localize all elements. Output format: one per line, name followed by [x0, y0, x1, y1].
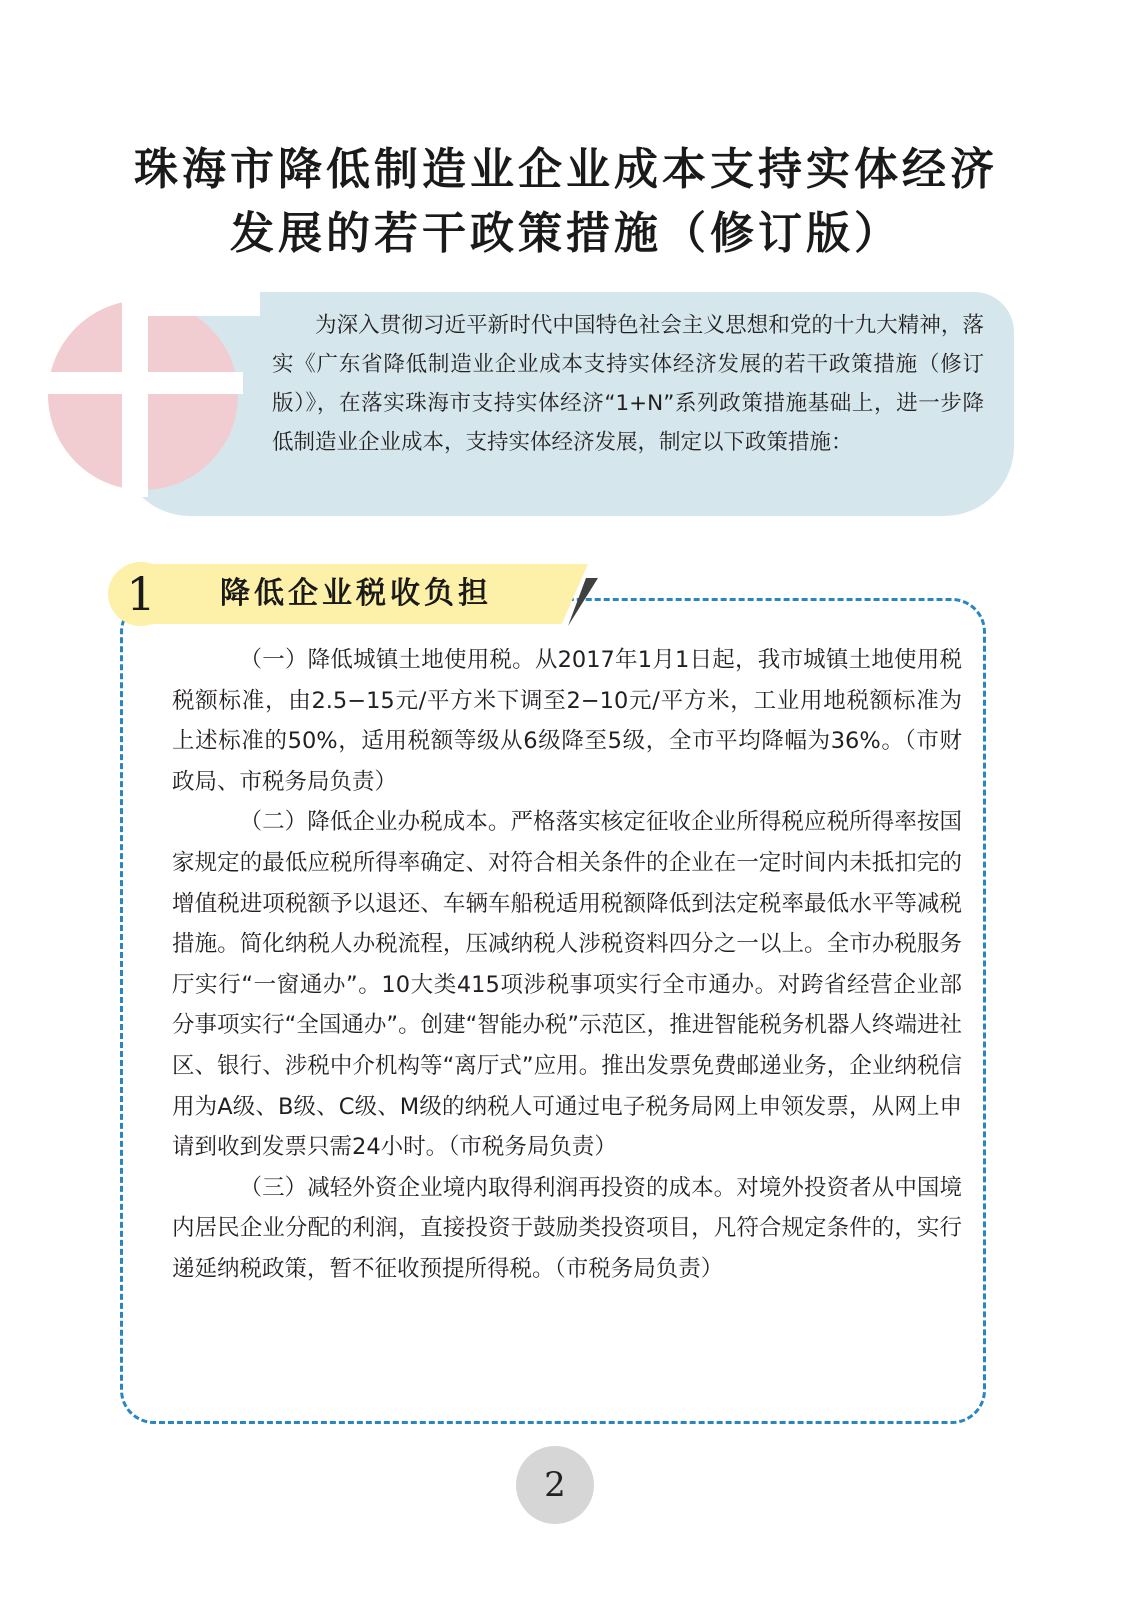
paragraph-2: （二）降低企业办税成本。严格落实核定征收企业所得税应税所得率按国家规定的最低应税所得率确定、对符合相关条件的企业在一定时间内未抵扣完的增值税进项税额予以退还、车辆车船税适用税额降低到法定税率最低水平等减税措施。简化纳税人办税流程，压减纳税人涉税资料四分之一以上。全市办税服务厅实行“一窗通办”。10大类415项涉税事项实行全市通办。对跨省经营企业部分事项实行“全国通办”。创建“智能办税”示范区，推进智能税务机器人终端进社区、银行、涉税中介机构等“离厅式”应用。推出发票免费邮递业务，企业纳税信用为A级、B级、C级、M级的纳税人可通过电子税务局网上申领发票，从网上申请到收到发票只需24小时。（市税务局负责） [172, 809, 962, 1161]
title-line-2: 发展的若干政策措施（修订版） [230, 208, 902, 259]
paragraph-1: （一）降低城镇土地使用税。从2017年1月1日起，我市城镇土地使用税税额标准，由2.5−15元/平方米下调至2−10元/平方米，工业用地税额标准为上述标准的50%，适用税额等级从6级降至5级，全市平均降幅为36%。（市财政局、市税务局负责） [172, 647, 962, 795]
decorative-cross-vertical [122, 292, 148, 497]
section-number-badge: 1 [108, 562, 174, 626]
page-number: 2 [516, 1446, 594, 1524]
intro-text: 为深入贯彻习近平新时代中国特色社会主义思想和党的十九大精神，落实《广东省降低制造业企业成本支持实体经济发展的若干政策措施（修订版）》，在落实珠海市支持实体经济“1+N”系列政策措施基础上，进一步降低制造业企业成本，支持实体经济发展，制定以下政策措施： [272, 313, 984, 455]
decorative-cross-top [122, 292, 260, 316]
section-body [172, 640, 962, 1290]
section-title: 降低企业税收负担 [220, 576, 492, 611]
page-title [60, 138, 1072, 266]
decorative-cross-horizontal [48, 372, 243, 394]
paragraph-3: （三）减轻外资企业境内取得利润再投资的成本。对境外投资者从中国境内居民企业分配的利润，直接投资于鼓励类投资项目，凡符合规定条件的，实行递延纳税政策，暂不征收预提所得税。（市税务局负责） [172, 1174, 962, 1282]
title-line-1: 珠海市降低制造业企业成本支持实体经济 [134, 144, 998, 195]
